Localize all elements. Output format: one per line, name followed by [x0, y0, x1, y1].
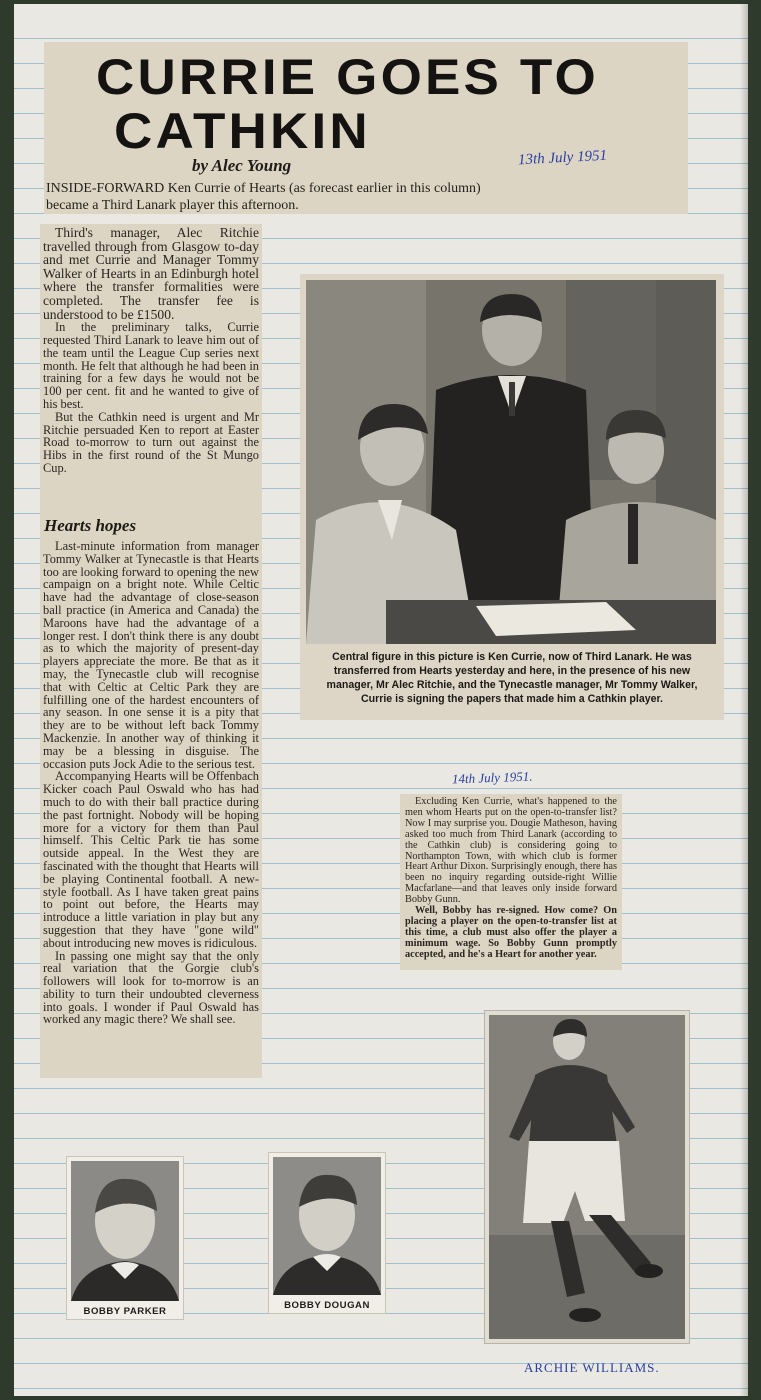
- article-column-top: [40, 224, 262, 524]
- lead-paragraph: INSIDE-FORWARD Ken Currie of Hearts (as forecast earlier in this column) became a Third Lanark player this afternoon.: [46, 181, 481, 213]
- byline: by Alec Young: [192, 156, 292, 175]
- headline-clipping: [44, 42, 688, 214]
- article-para-5: Accompanying Hearts will be Offenbach Kicker coach Paul Oswald who has had much to do with their ball practice during the past fortnight. Nobody will be hoping more for a victory for them than Paul himself. This Celtic Park tie has some outside appeal. In the West they are fascinated with the thought that Hearts will be playing Continental football. A new-style football. As I have taken great pains to point out before, the Hearts may introduce a little variation in play but any suggestion that they have "gone wild" about introducing new moves is ridiculous.: [43, 769, 259, 950]
- article-para-2: In the preliminary talks, Currie requested Third Lanark to leave him out of the team until the League Cup series next month. He felt that although he had been in training for a few days he would not be 100 per cent. fit and he wanted to give of his best.: [43, 320, 259, 411]
- photo-caption: Central figure in this picture is Ken Currie, now of Third Lanark. He was transferred from Hearts yesterday and here, in the presence of his new manager, Mr Alec Ritchie, and the Tynecastle manager, Mr Tommy Walker, Currie is signing the papers that made him a Cathkin player.: [326, 651, 698, 705]
- article-para-1: Third's manager, Alec Ritchie travelled through from Glasgow to-day and met Currie and Manager Tommy Walker of Hearts in an Edinburgh hotel where the transfer formalities were completed. The transfer fee is understood to be £1500.: [43, 225, 259, 322]
- transfer-para-1: Excluding Ken Currie, what's happened to the men whom Hearts put on the open-to-transfer list? Now I may surprise you. Dougie Matheson, having asked too much from Third Lanark (according to the Cathkin club) is considering going to Northampton Town, with which club is former Heart Arthur Dixon. Surprisingly enough, there has been no inquiry regarding outside-right Willie Macfarlane—and that leaves only inside forward Bobby Gunn.: [405, 796, 617, 906]
- article-para-6: In passing one might say that the only real variation that the Gorgie club's followers will look for to-morrow is an ability to turn their undoubted cleverness into goals. I wonder if Paul Oswald has worked any magic there? We shall see.: [43, 948, 259, 1027]
- scrapbook-page: [14, 4, 748, 1396]
- article-para-3: But the Cathkin need is urgent and Mr Ritchie persuaded Ken to report at Easter Road to-morrow to turn out against the Hibs in the first round of the St Mungo Cup.: [43, 409, 259, 475]
- player-action-photo: [489, 1015, 685, 1339]
- portrait-name-dougan: BOBBY DOUGAN: [284, 1300, 370, 1311]
- signing-photo-image: [306, 280, 716, 644]
- portrait-photo-dougan: [273, 1157, 381, 1295]
- player-action-image: [489, 1015, 685, 1339]
- signing-photo: [306, 280, 716, 644]
- subhead-hearts-hopes: Hearts hopes: [44, 516, 137, 535]
- portrait-photo-parker: [71, 1161, 179, 1301]
- handwritten-date-2: 14th July 1951.: [451, 768, 533, 787]
- headline-line-1: CURRIE GOES TO: [96, 49, 599, 105]
- portrait-bobby-dougan: [268, 1152, 386, 1314]
- transfer-para-2: Well, Bobby has re-signed. How come? On placing a player on the open-to-transfer list at this time, a club must also offer the player a minimum wage. So Bobby Gunn promptly accepted, and he's a Heart for another year.: [405, 905, 617, 960]
- transfer-list-clipping: [400, 794, 622, 970]
- portrait-image-dougan: [273, 1157, 381, 1295]
- headline-line-2: CATHKIN: [114, 103, 371, 159]
- player-action-clipping: [484, 1010, 690, 1344]
- page-edge-shadow: [740, 4, 748, 1396]
- portrait-name-parker: BOBBY PARKER: [83, 1306, 167, 1317]
- article-para-4: Last-minute information from manager Tommy Walker at Tynecastle is that Hearts too are looking forward to opening the new campaign on a bright note. While Celtic have had the advantage of close-season ball practice (in America and Canada) the Maroons have had the advantage of a longer rest. I don't think there is any doubt as to which the majority of present-day players appreciate the more. Be that as it may, the Tynecastle club will recognise that with Celtic at Celtic Park they are fulfilling one of the hardest encounters of any season. In one sense it is a pity that they are to be without left back Tommy Mackenzie. In another way of thinking it may be a blessing in disguise. The occasion puts Jock Adie to the serious test.: [43, 539, 259, 771]
- handwritten-date-1: 13th July 1951: [517, 147, 608, 169]
- signing-photo-clipping: [300, 274, 724, 720]
- portrait-image-parker: [71, 1161, 179, 1301]
- handwritten-name: ARCHIE WILLIAMS.: [524, 1360, 660, 1375]
- article-column-bottom: [40, 512, 262, 1078]
- portrait-bobby-parker: [66, 1156, 184, 1320]
